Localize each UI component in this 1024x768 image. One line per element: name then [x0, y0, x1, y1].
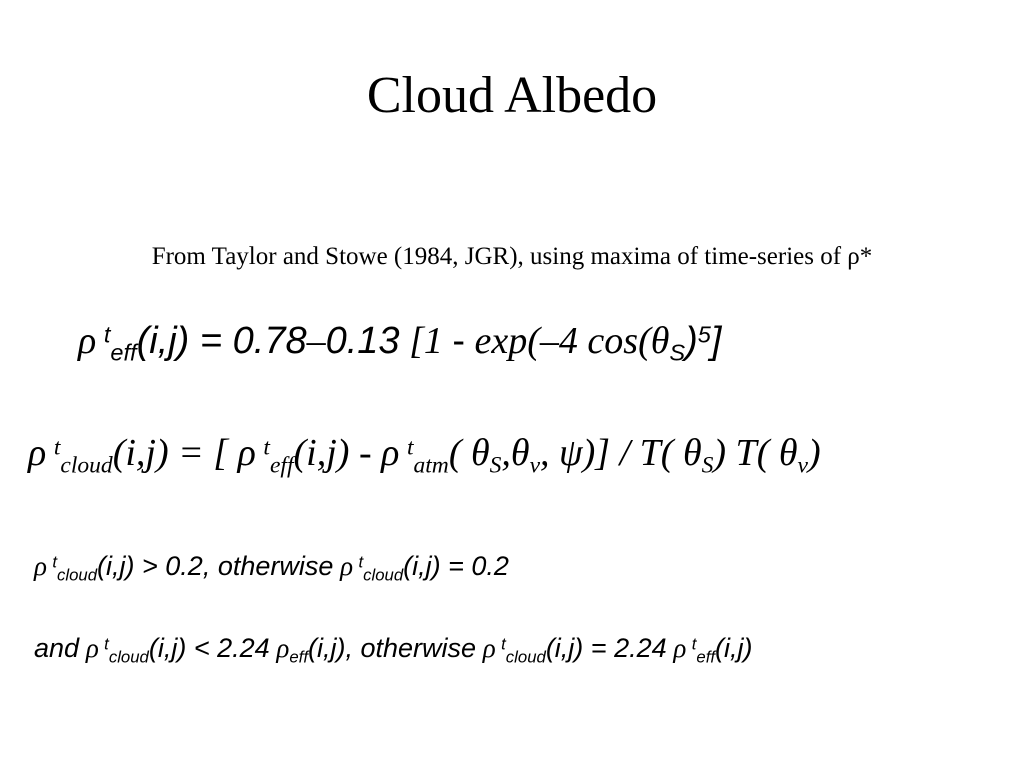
eq3-condition: (i,j) > 0.2, otherwise [97, 551, 334, 581]
superscript-t: t [691, 634, 697, 654]
eq2-comma: , [540, 432, 550, 474]
subscript-v: v [797, 452, 808, 479]
subscript-cloud: cloud [505, 647, 546, 667]
rho-symbol: ρ [673, 633, 687, 663]
equation-cloud-threshold [34, 548, 509, 584]
subscript-atm: atm [413, 452, 449, 479]
rho-symbol: ρ [28, 432, 47, 474]
rho-symbol: ρ [381, 432, 400, 474]
theta-symbol: θ [510, 432, 530, 474]
superscript-t: t [263, 434, 270, 461]
subscript-cloud: cloud [108, 647, 149, 667]
theta-symbol: θ [470, 432, 490, 474]
eq1-close-paren: ) [685, 320, 698, 362]
eq1-cos: cos( [587, 320, 651, 362]
eq2-paren-open: ( [448, 432, 462, 474]
subscript-v: v [529, 452, 541, 479]
eq1-exp: exp(–4 [474, 320, 578, 362]
subscript-cloud: cloud [60, 452, 113, 479]
subscript-eff: eff [696, 647, 715, 667]
eq2-eff-term: (i,j) - [293, 432, 372, 474]
eq2-lhs: (i,j) = [ [112, 432, 229, 474]
superscript-t: t [406, 434, 414, 461]
eq4-end: (i,j) [715, 633, 753, 663]
subscript-s: S [701, 452, 714, 479]
eq1-bracket-close: ] [710, 320, 722, 362]
eq1-lhs: (i,j) = 0.78 [136, 320, 307, 362]
superscript-t: t [501, 634, 506, 654]
rho-symbol: ρ [340, 551, 354, 581]
rho-symbol: ρ [276, 633, 290, 663]
superscript-t: t [104, 634, 109, 654]
eq3-fallback: (i,j) = 0.2 [403, 551, 509, 581]
superscript-5: 5 [697, 321, 711, 348]
theta-symbol: θ [778, 432, 798, 474]
subscript-eff: eff [289, 647, 308, 667]
superscript-t: t [358, 552, 364, 572]
theta-symbol: θ [650, 320, 670, 362]
theta-symbol: θ [682, 432, 702, 474]
equation-cloud-upper-bound [34, 630, 752, 666]
eq2-comma: , [501, 432, 511, 474]
eq1-coefficient: 0.13 [325, 320, 400, 362]
eq1-bracket-open: [1 [409, 320, 443, 362]
eq2-transmission: ) T( [713, 432, 770, 474]
eq1-minus: – [306, 320, 326, 362]
eq4-fallback: (i,j) = 2.24 [545, 633, 667, 663]
superscript-t: t [52, 552, 58, 572]
subscript-cloud: cloud [363, 565, 404, 585]
slide-title: Cloud Albedo [366, 67, 658, 124]
rho-symbol: ρ [78, 320, 97, 362]
eq4-otherwise: (i,j), otherwise [307, 633, 477, 663]
rho-symbol: ρ [85, 633, 99, 663]
subscript-eff: eff [269, 452, 294, 479]
subscript-s: S [489, 452, 502, 479]
superscript-t: t [53, 434, 61, 461]
eq4-and: and [34, 633, 80, 663]
subscript-eff: eff [110, 339, 137, 366]
equation-effective-albedo [78, 316, 721, 366]
eq2-division: )] / T( [582, 432, 674, 474]
eq2-close: ) [807, 432, 821, 474]
equation-cloud-albedo [28, 428, 821, 478]
subscript-cloud: cloud [57, 565, 98, 585]
psi-symbol: ψ [559, 432, 583, 474]
rho-symbol: ρ [237, 432, 256, 474]
eq4-condition: (i,j) < 2.24 [148, 633, 270, 663]
eq1-dash: - [452, 320, 466, 362]
superscript-t: t [103, 321, 111, 348]
slide-subtitle: From Taylor and Stowe (1984, JGR), using maxima of time-series of ρ* [151, 243, 873, 270]
rho-symbol: ρ [34, 551, 47, 581]
subscript-s: S [669, 339, 686, 366]
rho-symbol: ρ [482, 633, 496, 663]
